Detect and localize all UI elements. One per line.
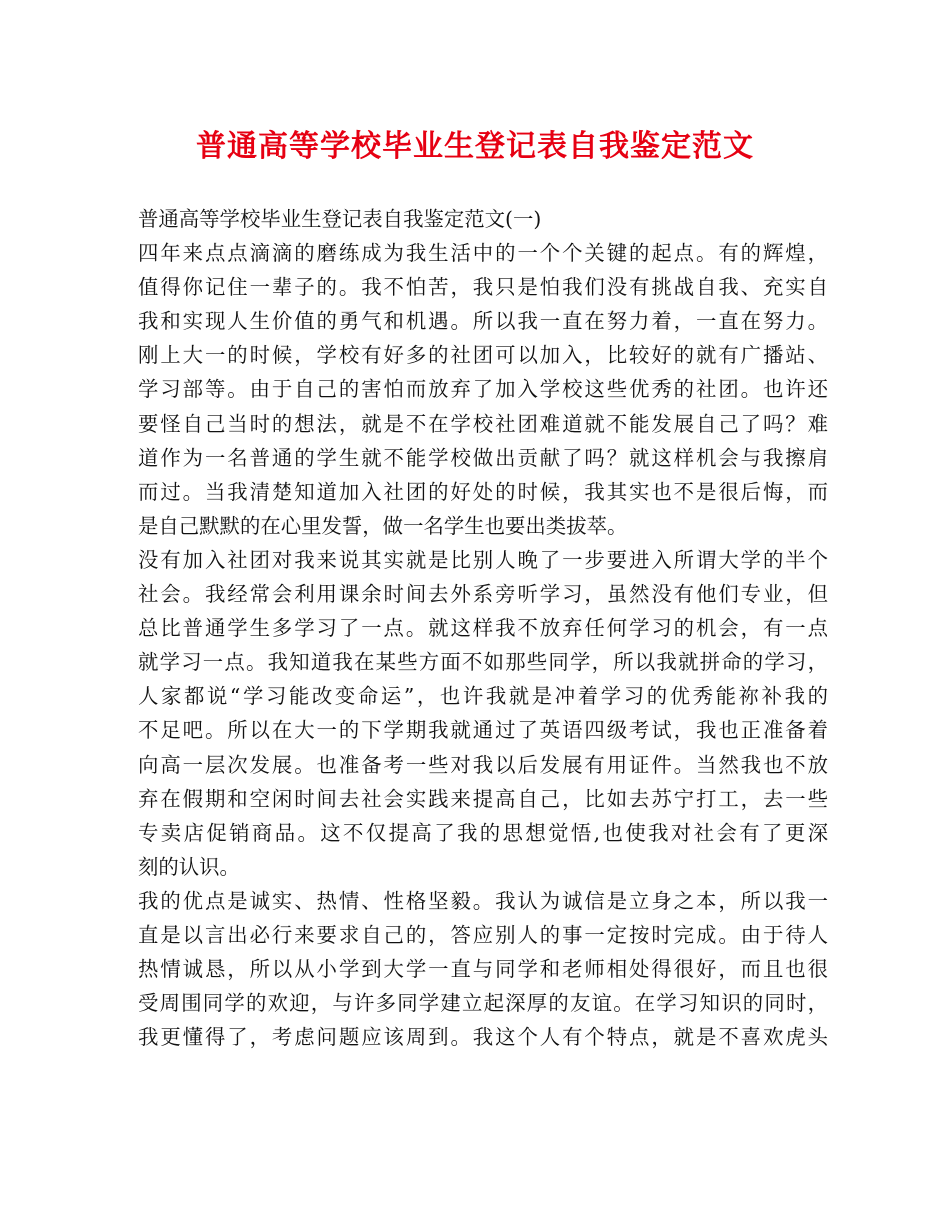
document-title: 普通高等学校毕业生登记表自我鉴定范文 [196, 129, 754, 164]
text-line: 社会。我经常会利用课余时间去外系旁听学习，虽然没有他们专业，但 [138, 582, 828, 607]
text-line: 就学习一点。我知道我在某些方面不如那些同学，所以我就拼命的学习， [138, 650, 828, 675]
text-line: 向高一层次发展。也准备考一些对我以后发展有用证件。当然我也不放 [138, 752, 828, 777]
text-line: 普通高等学校毕业生登记表自我鉴定范文(一) [138, 207, 542, 231]
text-line: 要怪自己当时的想法，就是不在学校社团难道就不能发展自己了吗？难 [138, 411, 828, 436]
text-line: 刚上大一的时候，学校有好多的社团可以加入，比较好的就有广播站、 [138, 343, 828, 368]
text-line: 直是以言出必行来要求自己的，答应别人的事一定按时完成。由于待人 [138, 922, 828, 947]
text-line: 我更懂得了，考虑问题应该周到。我这个人有个特点，就是不喜欢虎头 [138, 1025, 828, 1050]
text-line: 热情诚恳，所以从小学到大学一直与同学和老师相处得很好，而且也很 [138, 957, 828, 982]
text-line: 人家都说“学习能改变命运”，也许我就是冲着学习的优秀能祢补我的 [138, 684, 828, 709]
text-line: 四年来点点滴滴的磨练成为我生活中的一个个关键的起点。有的辉煌， [138, 241, 828, 266]
text-line: 值得你记住一辈子的。我不怕苦，我只是怕我们没有挑战自我、充实自 [138, 275, 828, 300]
text-line: 学习部等。由于自己的害怕而放弃了加入学校这些优秀的社团。也许还 [138, 377, 828, 402]
text-line: 受周围同学的欢迎，与许多同学建立起深厚的友谊。在学习知识的同时， [138, 991, 828, 1016]
text-line: 我和实现人生价值的勇气和机遇。所以我一直在努力着，一直在努力。 [138, 309, 828, 334]
text-line: 我的优点是诚实、热情、性格坚毅。我认为诚信是立身之本，所以我一 [138, 888, 828, 913]
text-line: 刻的认识。 [138, 854, 240, 879]
text-line: 不足吧。所以在大一的下学期我就通过了英语四级考试，我也正准备着 [138, 718, 828, 743]
text-line: 弃在假期和空闲时间去社会实践来提高自己，比如去苏宁打工，去一些 [138, 786, 828, 811]
text-line: 是自己默默的在心里发誓，做一名学生也要出类拔萃。 [138, 513, 628, 538]
document-body [138, 202, 828, 1054]
text-line: 道作为一名普通的学生就不能学校做出贡献了吗？就这样机会与我擦肩 [138, 445, 828, 470]
text-line: 总比普通学生多学习了一点。就这样我不放弃任何学习的机会，有一点 [138, 616, 828, 641]
text-line: 专卖店促销商品。这不仅提高了我的思想觉悟,也使我对社会有了更深 [138, 820, 828, 845]
text-line: 没有加入社团对我来说其实就是比别人晚了一步要进入所谓大学的半个 [138, 547, 828, 572]
text-line: 而过。当我清楚知道加入社团的好处的时候，我其实也不是很后悔，而 [138, 479, 828, 504]
